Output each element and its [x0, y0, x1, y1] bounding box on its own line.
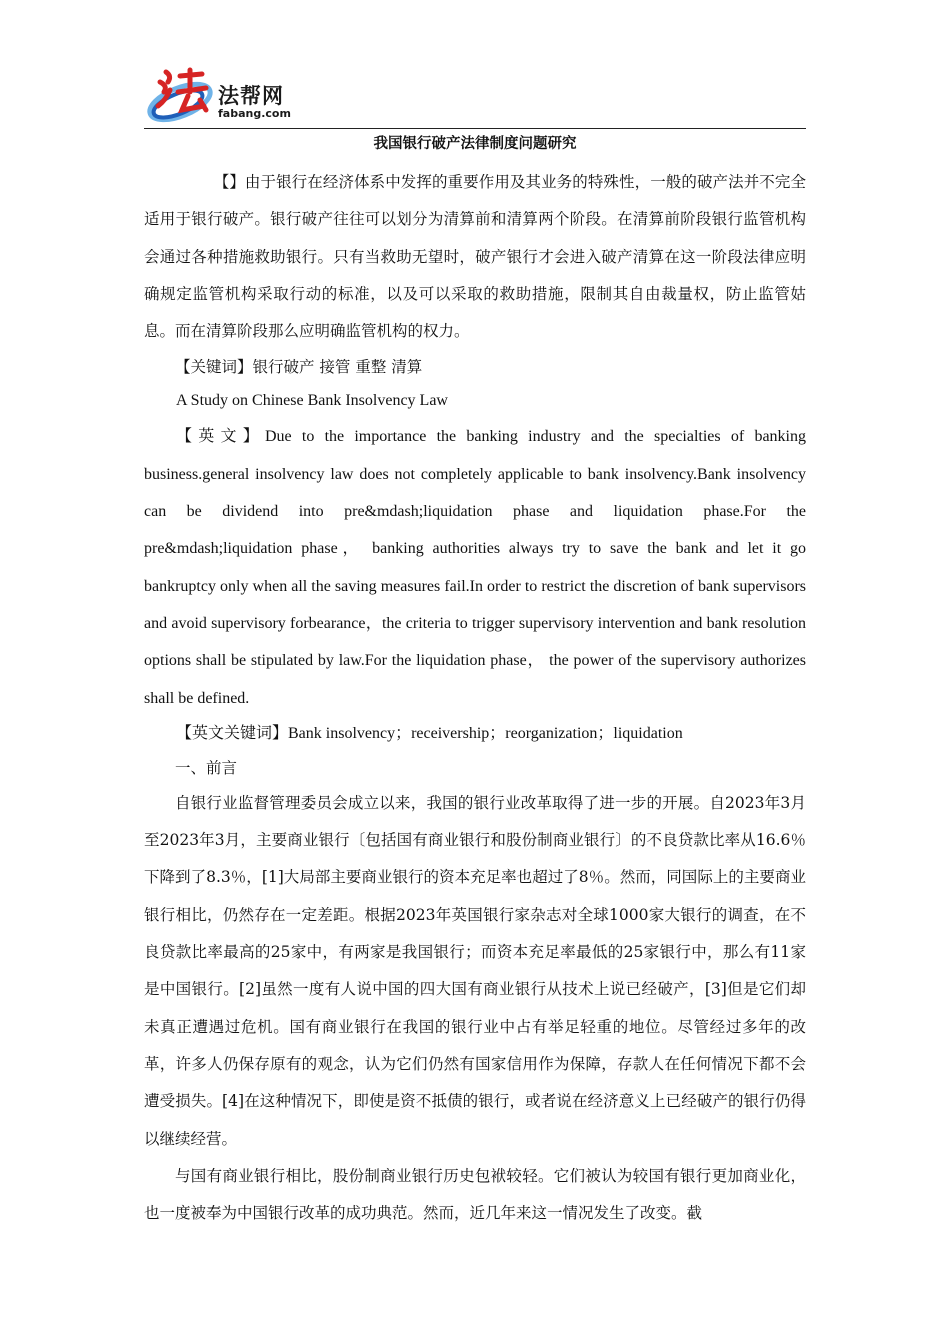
article-title: 我国银行破产法律制度问题研究	[373, 135, 577, 152]
header-divider	[144, 128, 806, 129]
article-body	[144, 164, 806, 1232]
fabang-logo-icon	[144, 66, 220, 128]
logo-domain: fabang.com	[218, 107, 291, 120]
abstract-cn: 【】由于银行在经济体系中发挥的重要作用及其业务的特殊性，一般的破产法并不完全适用于银行破产。银行破产往往可以划分为清算前和清算两个阶段。在清算前阶段银行监管机构会通过各种措施救助银行。只有当救助无望时，破产银行才会进入破产清算在这一阶段法律应明确规定监管机构采取行动的标准，以及可以采取的救助措施，限制其自由裁量权，防止监管姑息。而在清算阶段那么应明确监管机构的权力。	[144, 173, 806, 341]
paragraph-1: 自银行业监督管理委员会成立以来，我国的银行业改革取得了进一步的开展。自2023年3月至2023年3月，主要商业银行〔包括国有商业银行和股份制商业银行〕的不良贷款比率从16.6％下降到了8.3％，[1]大局部主要商业银行的资本充足率也超过了8％。然而，同国际上的主要商业银行相比，仍然存在一定差距。根据2023年英国银行家杂志对全球1000家大银行的调查，在不良贷款比率最高的25家中，有两家是我国银行；而资本充足率最低的25家银行中，那么有11家是中国银行。[2]虽然一度有人说中国的四大国有商业银行从技术上说已经破产，[3]但是它们却未真正遭遇过危机。国有商业银行在我国的银行业中占有举足轻重的地位。尽管经过多年的改革，许多人仍保存原有的观念，认为它们仍然有国家信用作为保障，存款人在任何情况下都不会遭受损失。[4]在这种情况下，即使是资不抵债的银行，或者说在经济意义上已经破产的银行仍得以继续经营。	[144, 793, 806, 1148]
keywords-cn: 【关键词】银行破产 接管 重整 清算	[175, 358, 423, 377]
title-en: A Study on Chinese Bank Insolvency Law	[176, 392, 448, 410]
site-logo[interactable]	[144, 66, 304, 128]
section-heading: 一、前言	[175, 758, 238, 777]
logo-text: 法帮网	[218, 84, 284, 108]
paragraph-2: 与国有商业银行相比，股份制商业银行历史包袱较轻。它们被认为较国有银行更加商业化，也一度被奉为中国银行改革的成功典范。然而，近几年来这一情况发生了改变。截	[144, 1166, 806, 1223]
abstract-en: 【英文】Due to the importance the banking industry and the specialties of banking business.general insolvency law does not completely applicable to bank insolvency.Bank insolvency can be dividend into pre&mdash;liquidation phase and liquidation phase.For the pre&mdash;liquidation phase， banking authorities always try to save the bank and let it go bankruptcy only when all the saving measures fail.In order to restrict the discretion of bank supervisors and avoid supervisory forbearance，the criteria to trigger supervisory intervention and bank resolution options shall be stipulated by law.For the liquidation phase， the power of the supervisory authorizes shall be defined.	[144, 428, 806, 707]
keywords-en: 【英文关键词】Bank insolvency；receivership；reorganization；liquidation	[176, 724, 683, 742]
